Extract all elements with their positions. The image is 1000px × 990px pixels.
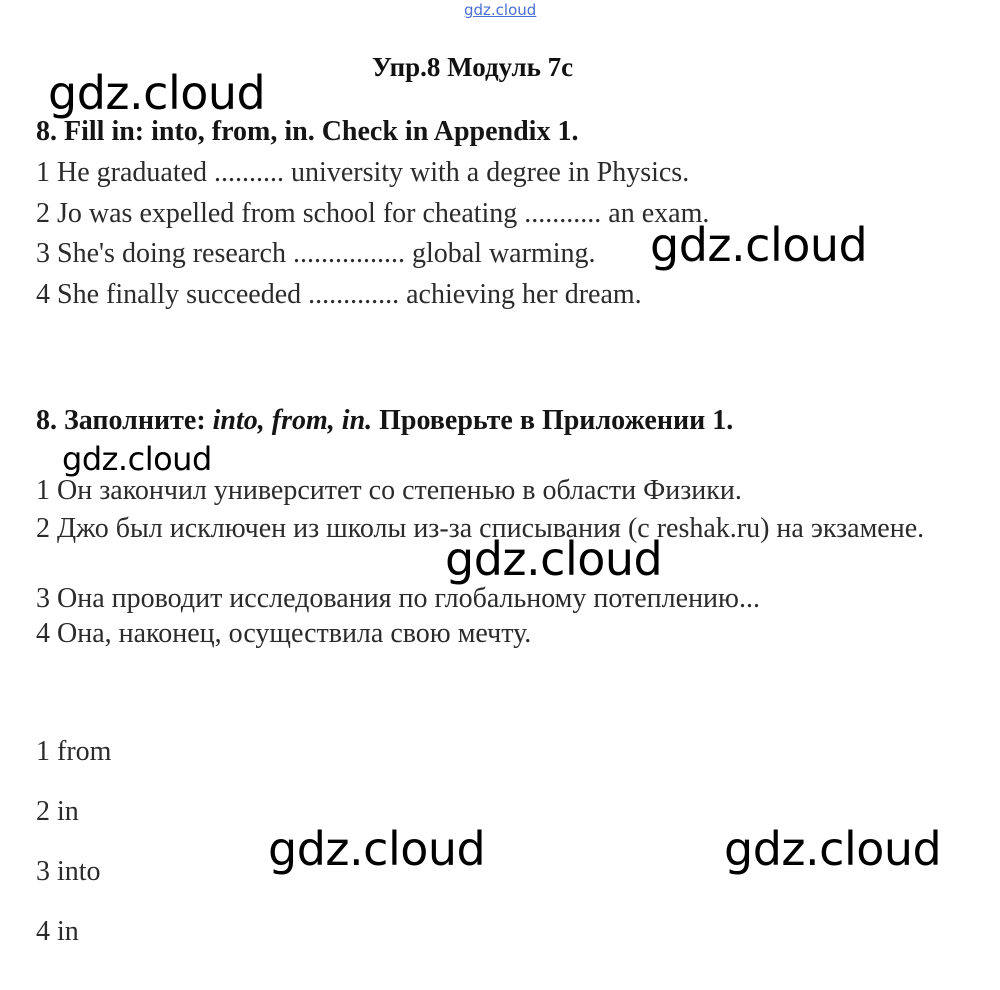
heading-prefix: 8. Заполните:: [36, 405, 213, 436]
exercise-heading-en: 8. Fill in: into, from, in. Check in Appendix 1.: [36, 116, 579, 147]
heading-italic: into, from, in.: [212, 405, 373, 436]
answer-2: 2 in: [36, 796, 79, 827]
watermark: gdz.cloud: [445, 532, 663, 586]
translation-line-1: 1 Он закончил университет со степенью в области Физики.: [36, 475, 742, 506]
exercise-line-1: 1 He graduated .......... university with a degree in Physics.: [36, 157, 690, 188]
watermark: gdz.cloud: [48, 66, 266, 120]
answer-1: 1 from: [36, 736, 112, 767]
answer-4: 4 in: [36, 916, 79, 947]
watermark: gdz.cloud: [62, 440, 212, 478]
exercise-line-4: 4 She finally succeeded ............. achieving her dream.: [36, 279, 642, 310]
site-link[interactable]: gdz.cloud: [464, 1, 537, 19]
answer-3: 3 into: [36, 856, 101, 887]
exercise-line-2: 2 Jo was expelled from school for cheating ........... an exam.: [36, 198, 710, 229]
translation-line-2: 2 Джо был исключен из школы из-за списывания (с reshak.ru) на экзамене.: [36, 513, 925, 544]
watermark: gdz.cloud: [650, 218, 868, 272]
exercise-heading-ru: [36, 405, 733, 437]
page-title: Упр.8 Модуль 7c: [372, 52, 574, 82]
exercise-line-3: 3 She's doing research ................ global warming.: [36, 238, 596, 269]
watermark: gdz.cloud: [724, 822, 942, 876]
translation-line-4: 4 Она, наконец, осуществила свою мечту.: [36, 618, 532, 649]
translation-line-3: 3 Она проводит исследования по глобальному потеплению...: [36, 583, 760, 614]
watermark: gdz.cloud: [268, 822, 486, 876]
heading-suffix: Проверьте в Приложении 1.: [372, 405, 734, 436]
